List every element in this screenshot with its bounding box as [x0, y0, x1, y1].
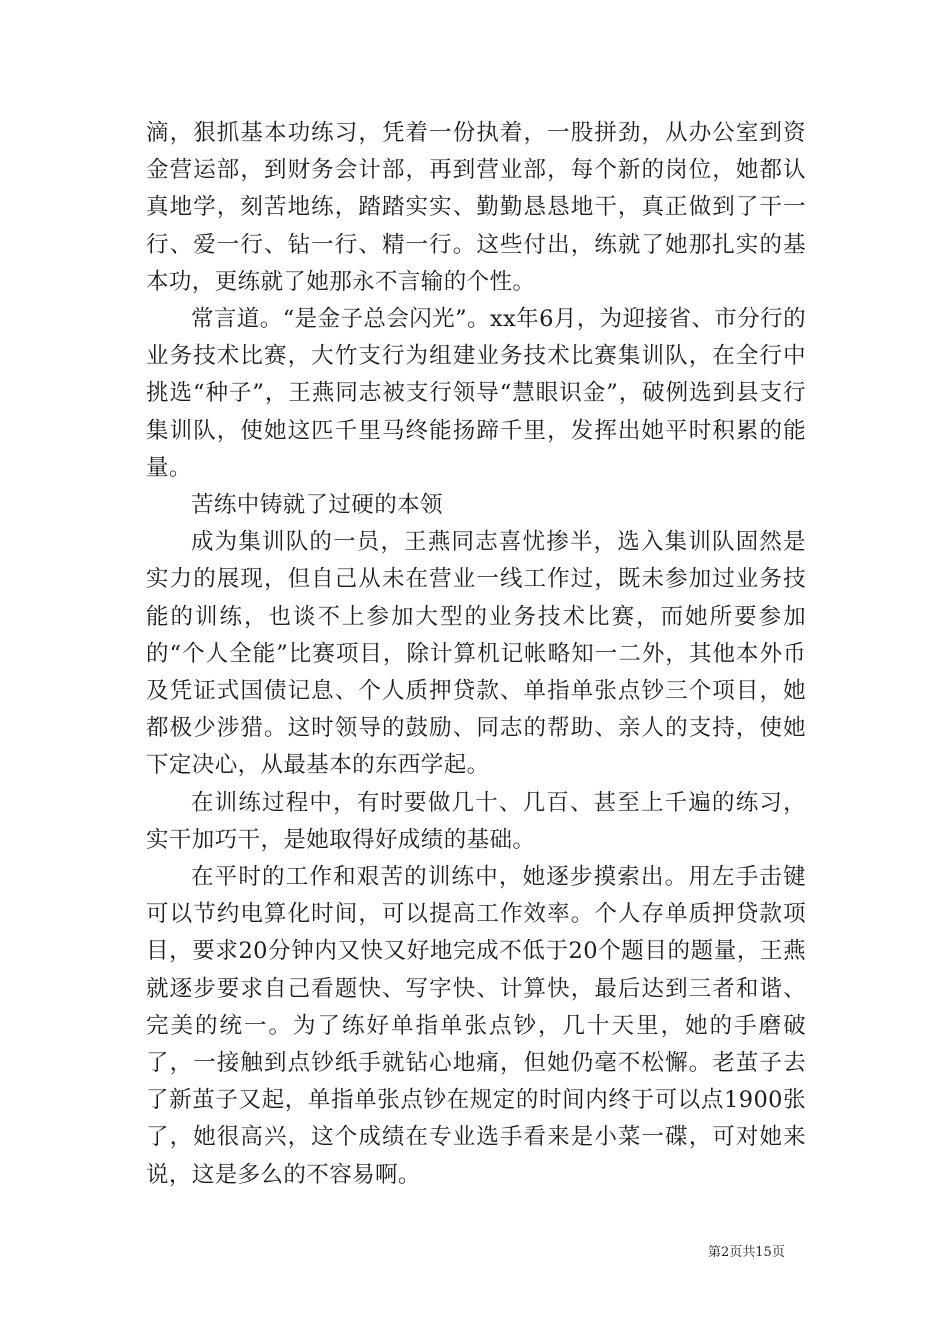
- paragraph-2: 常言道。“是金子总会闪光”。xx年6月，为迎接省、市分行的业务技术比赛，大竹支行为组建业务技术比赛集训队，在全行中挑选“种子”，王燕同志被支行领导“慧眼识金”，破例选到县支行集训队，使她这匹千里马终能扬蹄千里，发挥出她平时积累的能量。: [146, 306, 806, 481]
- page-number-footer: 第2页共15页: [708, 1245, 785, 1260]
- paragraph-1: 滴，狠抓基本功练习，凭着一份执着，一股拼劲，从办公室到资金营运部，到财务会计部，再到营业部，每个新的岗位，她都认真地学，刻苦地练，踏踏实实、勤勤恳恳地干，真正做到了干一行、爱一行、钻一行、精一行。这些付出，练就了她那扎实的基本功，更练就了她那永不言输的个性。: [146, 120, 806, 295]
- body-text: [146, 115, 806, 1194]
- paragraph-5: 在平时的工作和艰苦的训练中，她逐步摸索出。用左手击键可以节约电算化时间，可以提高工作效率。个人存单质押贷款项目，要求20分钟内又快又好地完成不低于20个题目的题量，王燕就逐步要求自己看题快、写字快、计算快，最后达到三者和谐、完美的统一。为了练好单指单张点钞，几十天里，她的手磨破了，一接触到点钞纸手就钻心地痛，但她仍毫不松懈。老茧子去了新茧子又起，单指单张点钞在规定的时间内终于可以点1900张了，她很高兴，这个成绩在专业选手看来是小菜一碟，可对她来说，这是多么的不容易啊。: [146, 864, 806, 1188]
- paragraph-3: 成为集训队的一员，王燕同志喜忧掺半，选入集训队固然是实力的展现，但自己从未在营业一线工作过，既未参加过业务技能的训练，也谈不上参加大型的业务技术比赛，而她所要参加的“个人全能”比赛项目，除计算机记帐略知一二外，其他本外币及凭证式国债记息、个人质押贷款、单指单张点钞三个项目，她都极少涉猎。这时领导的鼓励、同志的帮助、亲人的支持，使她下定决心，从最基本的东西学起。: [146, 529, 806, 779]
- paragraph-4: 在训练过程中，有时要做几十、几百、甚至上千遍的练习，实干加巧干，是她取得好成绩的基础。: [146, 789, 806, 853]
- section-heading: 苦练中铸就了过硬的本领: [191, 492, 443, 519]
